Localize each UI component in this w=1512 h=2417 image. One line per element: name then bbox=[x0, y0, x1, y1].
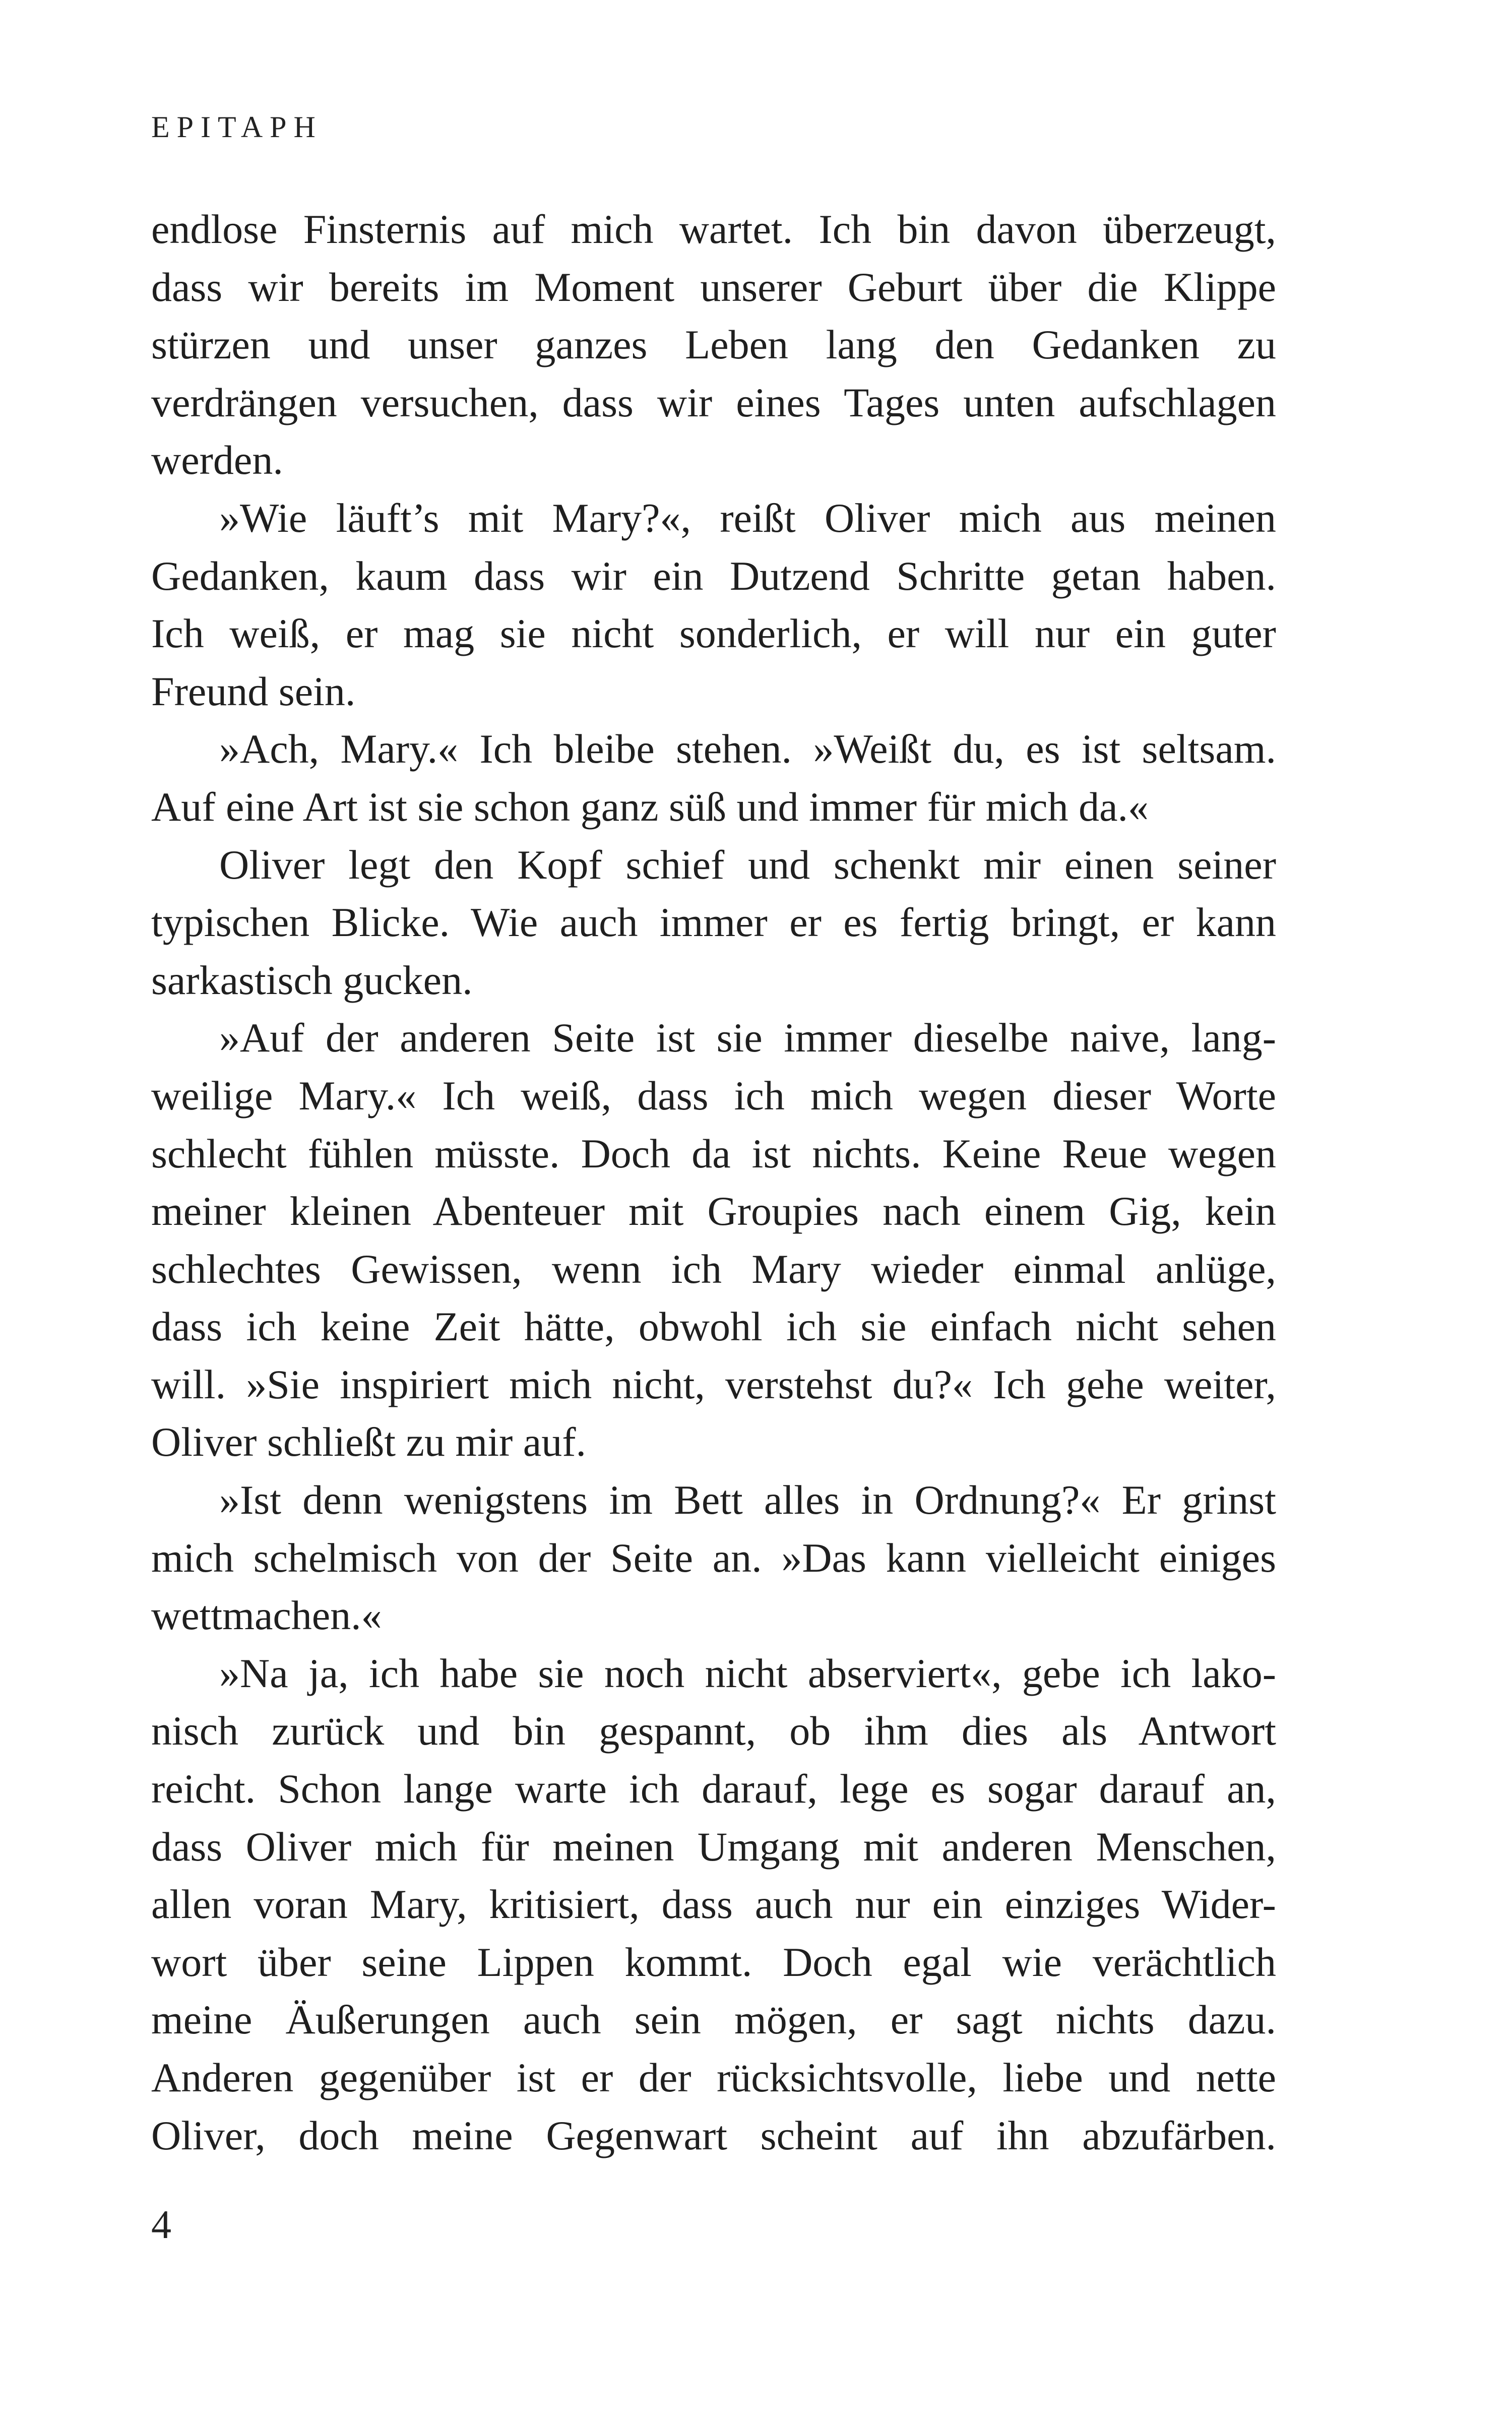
text-line: »Ist denn wenigstens im Bett alles in Ordnung?« Er grinst bbox=[219, 1477, 1276, 1523]
text-line: weilige Mary.« Ich weiß, dass ich mich wegen dieser Worte bbox=[151, 1072, 1276, 1119]
text-line: meiner kleinen Abenteuer mit Groupies nach einem Gig, kein bbox=[151, 1188, 1276, 1234]
text-line: schlechtes Gewissen, wenn ich Mary wieder einmal anlüge, bbox=[151, 1246, 1276, 1292]
text-line: »Na ja, ich habe sie noch nicht abserviert«, gebe ich lako- bbox=[219, 1650, 1276, 1696]
text-line: endlose Finsternis auf mich wartet. Ich bin davon überzeugt, bbox=[151, 206, 1276, 252]
body-text bbox=[151, 201, 1276, 2164]
text-line: Auf eine Art ist sie schon ganz süß und immer für mich da.« bbox=[151, 783, 1149, 830]
text-line: sarkastisch gucken. bbox=[151, 957, 473, 1003]
text-line: »Wie läuft’s mit Mary?«, reißt Oliver mich aus meinen bbox=[219, 494, 1276, 541]
text-line: Gedanken, kaum dass wir ein Dutzend Schritte getan haben. bbox=[151, 552, 1276, 599]
text-line: »Ach, Mary.« Ich bleibe stehen. »Weißt du, es ist seltsam. bbox=[219, 726, 1276, 772]
page-number: 4 bbox=[151, 2203, 171, 2247]
text-line: Freund sein. bbox=[151, 668, 356, 714]
text-line: »Auf der anderen Seite ist sie immer dieselbe naive, lang- bbox=[219, 1015, 1276, 1061]
text-line: werden. bbox=[151, 437, 283, 483]
text-line: dass wir bereits im Moment unserer Geburt über die Klippe bbox=[151, 264, 1276, 310]
text-line: wettmachen.« bbox=[151, 1592, 382, 1639]
text-line: wort über seine Lippen kommt. Doch egal wie verächtlich bbox=[151, 1939, 1276, 1985]
text-line: typischen Blicke. Wie auch immer er es fertig bringt, er kann bbox=[151, 899, 1276, 946]
running-head: EPITAPH bbox=[151, 110, 323, 144]
text-line: nisch zurück und bin gespannt, ob ihm dies als Antwort bbox=[151, 1708, 1276, 1754]
text-line: will. »Sie inspiriert mich nicht, verstehst du?« Ich gehe weiter, bbox=[151, 1361, 1276, 1407]
text-line: dass Oliver mich für meinen Umgang mit anderen Menschen, bbox=[151, 1823, 1276, 1870]
text-line: Oliver legt den Kopf schief und schenkt mir einen seiner bbox=[219, 841, 1276, 888]
text-line: dass ich keine Zeit hätte, obwohl ich sie einfach nicht sehen bbox=[151, 1304, 1276, 1350]
text-line: reicht. Schon lange warte ich darauf, lege es sogar darauf an, bbox=[151, 1766, 1276, 1812]
text-line: stürzen und unser ganzes Leben lang den Gedanken zu bbox=[151, 322, 1276, 368]
text-line: mich schelmisch von der Seite an. »Das kann vielleicht einiges bbox=[151, 1534, 1276, 1581]
text-line: Anderen gegenüber ist er der rücksichtsvolle, liebe und nette bbox=[151, 2055, 1276, 2100]
text-line: allen voran Mary, kritisiert, dass auch nur ein einziges Wider- bbox=[151, 1881, 1276, 1928]
text-line: verdrängen versuchen, dass wir eines Tages unten aufschlagen bbox=[151, 379, 1276, 425]
text-line: Oliver schließt zu mir auf. bbox=[151, 1419, 587, 1465]
text-line: Oliver, doch meine Gegenwart scheint auf ihn abzufärben. bbox=[151, 2112, 1276, 2158]
text-line: Ich weiß, er mag sie nicht sonderlich, er will nur ein guter bbox=[151, 610, 1276, 657]
text-line: meine Äußerungen auch sein mögen, er sagt nichts dazu. bbox=[151, 1997, 1276, 2043]
text-line: schlecht fühlen müsste. Doch da ist nichts. Keine Reue wegen bbox=[151, 1130, 1276, 1176]
